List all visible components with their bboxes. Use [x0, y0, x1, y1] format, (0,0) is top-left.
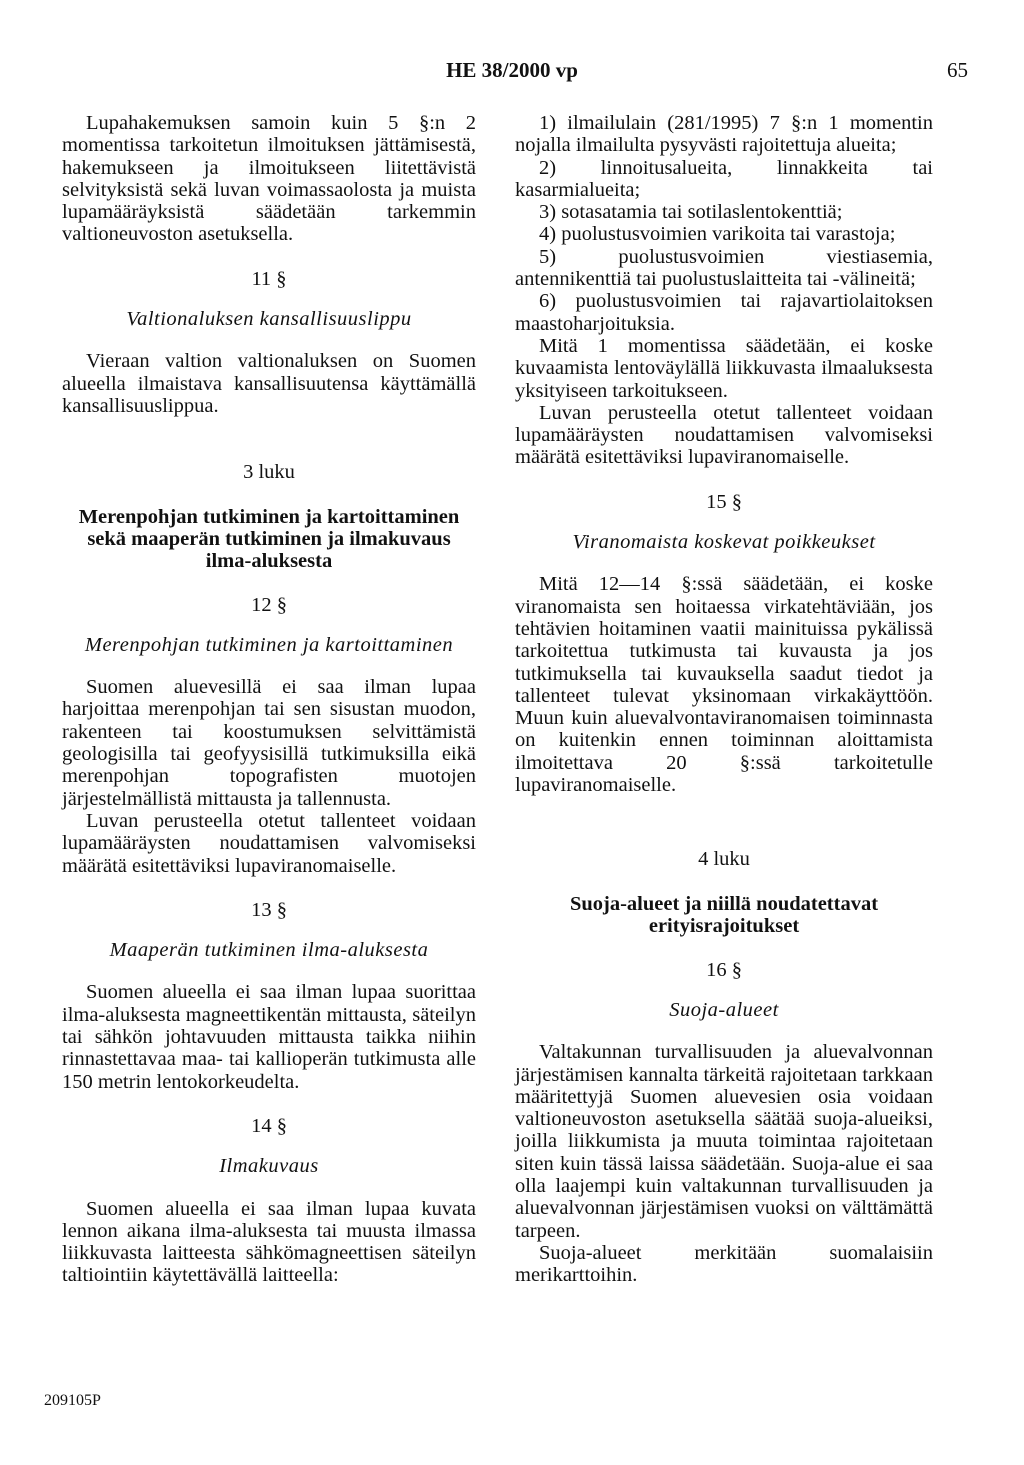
chapter-4-number: 4 luku: [698, 848, 750, 871]
list-item-1: 1) ilmailulain (281/1995) 7 §:n 1 momentin nojalla ilmailulta pysyvästi rajoitettuja alueita;: [515, 112, 933, 157]
section-13-paragraph: Suomen alueella ei saa ilman lupaa suorittaa ilma-aluksesta magneettikentän mittausta, säteilyn tai sähkön johtavuuden mittausta taikka niihin rinnastettavaa maa- tai kallioperän tutkimusta alle 150 metrin lentokorkeudelta.: [62, 981, 476, 1093]
chapter-3-number: 3 luku: [243, 461, 295, 484]
paragraph-intro: Lupahakemuksen samoin kuin 5 §:n 2 momentissa tarkoitetun ilmoituksen jättämisestä, hakemukseen ja ilmoitukseen liitettävistä selvityksistä sekä luvan voimassaolosta ja muista lupamääräyksistä säädetään tarkemmin valtioneuvoston asetuksella.: [62, 112, 476, 246]
running-head: HE 38/2000 vp: [446, 58, 578, 82]
section-16-title: Suoja-alueet: [669, 998, 779, 1021]
chapter-3-title-line-1: Merenpohjan tutkiminen ja kartoittaminen: [78, 505, 460, 528]
section-16-paragraph-2: Suoja-alueet merkitään suomalaisiin merikarttoihin.: [515, 1241, 933, 1287]
section-14-paragraph: Suomen alueella ei saa ilman lupaa kuvata lennon aikana ilma-aluksesta tai muusta ilmassa liikkuvasta laitteesta sähkömagneettisen säteilyn taltiointiin käytettävällä laitteella:: [62, 1197, 476, 1287]
section-12-number: 12 §: [251, 593, 287, 616]
chapter-3-title-line-3: ilma-aluksesta: [205, 549, 333, 572]
section-13-title: Maaperän tutkiminen ilma-aluksesta: [109, 939, 429, 962]
left-column: [62, 112, 476, 1287]
chapter-3-title-line-2: sekä maaperän tutkiminen ja ilmakuvaus: [87, 527, 451, 550]
chapter-4-title: [515, 893, 933, 937]
section-14-paragraph-2: Mitä 1 momentissa säädetään, ei koske kuvaamista lentoväylällä liikkuvasta ilmaaluksesta yksityiseen tarkoitukseen.: [515, 334, 933, 402]
section-14-number: 14 §: [251, 1114, 287, 1137]
list-item-5: 5) puolustusvoimien viestiasemia, antennikenttiä tai puolustuslaitteita tai -välineitä;: [515, 245, 933, 291]
list-item-3: 3) sotasatamia tai sotilaslentokenttiä;: [539, 201, 843, 224]
section-15-paragraph: Mitä 12—14 §:ssä säädetään, ei koske viranomaista sen hoitaessa virkatehtäviään, jos tehtävien hoitaminen vaatii mainituissa pykälissä tarkoitettua tutkimusta tai kuvausta ja jos tutkimuksella tai kuvauksella saadut tiedot ja tallenteet tulevat yksinomaan virkakäyttöön. Muun kuin aluevalvontaviranomaisen toiminnasta on kuitenkin ennen toiminnan aloittamista ilmoitettava 20 §:ssä tarkoitetulle lupaviranomaiselle.: [515, 573, 933, 797]
page-number: 65: [947, 58, 968, 82]
right-column: [515, 112, 933, 1286]
section-12-paragraph-1: Suomen aluevesillä ei saa ilman lupaa harjoittaa merenpohjan tai sen sisustan muodon, rakenteen tai koostumuksen selvittämistä geologisilla tai geofyysisillä tutkimuksilla eikä merenpohjan topografisten muotojen järjestelmällistä mittausta ja tallennusta.: [62, 676, 476, 810]
section-11-number: 11 §: [251, 267, 287, 290]
chapter-4-title-line-1: Suoja-alueet ja niillä noudatettavat: [569, 892, 879, 915]
page-header: [0, 56, 1024, 86]
section-13-number: 13 §: [251, 898, 287, 921]
chapter-3-title: [62, 506, 476, 572]
section-15-number: 15 §: [706, 490, 742, 513]
section-12-title: Merenpohjan tutkiminen ja kartoittaminen: [84, 633, 454, 656]
section-14-paragraph-3: Luvan perusteella otetut tallenteet voidaan lupamääräysten noudattamisen valvomiseksi määrätä esitettäviksi lupaviranomaiselle.: [515, 401, 933, 469]
section-12-paragraph-2: Luvan perusteella otetut tallenteet voidaan lupamääräysten noudattamisen valvomiseksi määrätä esitettäviksi lupaviranomaiselle.: [62, 809, 476, 877]
footer-code: 209105P: [44, 1392, 101, 1409]
section-11-title: Valtionaluksen kansallisuuslippu: [126, 308, 412, 331]
section-16-number: 16 §: [706, 958, 742, 981]
chapter-4-title-line-2: erityisrajoitukset: [648, 914, 800, 937]
section-15-title: Viranomaista koskevat poikkeukset: [572, 531, 876, 554]
list-item-4: 4) puolustusvoimien varikoita tai varastoja;: [539, 223, 896, 246]
list-item-2: 2) linnoitusalueita, linnakkeita tai kasarmialueita;: [515, 156, 933, 201]
section-14-title: Ilmakuvaus: [219, 1155, 319, 1178]
list-item-6: 6) puolustusvoimien tai rajavartiolaitoksen maastoharjoituksia.: [515, 290, 933, 335]
section-16-paragraph-1: Valtakunnan turvallisuuden ja aluevalvonnan järjestämisen kannalta tärkeitä rajoitetaan tarkkaan määritettyjä Suomen aluevesien osia voidaan valtioneuvoston asetuksella säätää suoja-alueiksi, joilla liikkumista ja muuta toimintaa rajoitetaan siten kuin tässä laissa säädetään. Suoja-alue ei saa olla laajempi kuin valtakunnan turvallisuuden ja aluevalvonnan järjestämisen vuoksi on välttämättä tarpeen.: [515, 1041, 933, 1242]
section-11-paragraph: Vieraan valtion valtionaluksen on Suomen alueella ilmaistava kansallisuutensa käyttämällä kansallisuuslippua.: [62, 350, 476, 417]
